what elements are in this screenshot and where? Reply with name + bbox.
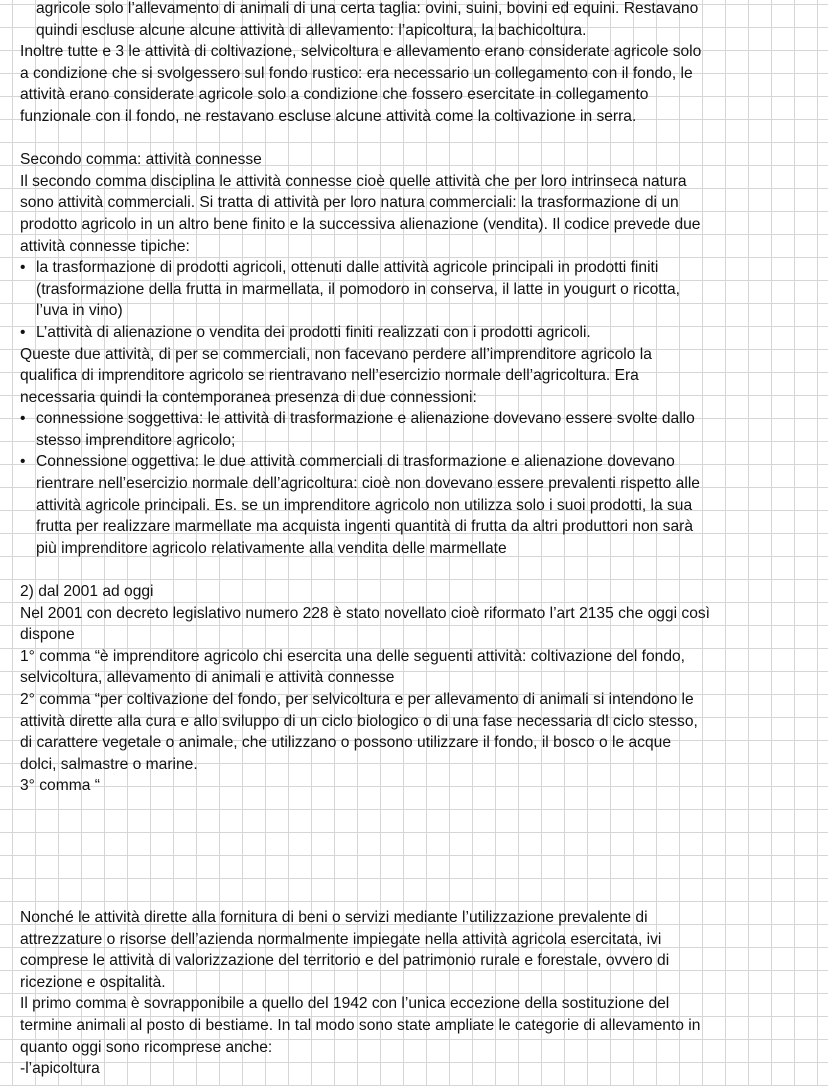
bullet-line: • L’attività di alienazione o vendita dei prodotti finiti realizzati con i prodotti agricoli. [20,322,822,344]
text-line: comprese le attività di valorizzazione del territorio e del patrimonio rurale e forestale, ovvero di [20,952,670,970]
bullet-line: • connessione soggettiva: le attività di trasformazione e alienazione dovevano essere svolte dallo [20,408,822,430]
text-line: Il secondo comma disciplina le attività connesse cioè quelle attività che per loro intrinseca natura [20,172,687,190]
text-line: Inoltre tutte e 3 le attività di coltivazione, selvicoltura e allevamento erano considerate agricole solo [20,43,702,61]
text-line: 2) dal 2001 ad oggi [20,583,154,601]
text-line: a condizione che si svolgessero sul fondo rustico: era necessario un collegamento con il fondo, le [20,64,693,82]
text-line: attrezzature o risorse dell’azienda normalmente impiegate nella attività agricola esercitata, ivi [20,930,662,948]
text-line: dolci, salmastre o marine. [20,755,198,773]
text-line: attività agricole principali. Es. se un imprenditore agricolo non utilizza solo i suoi prodotti, la sua [36,496,693,514]
text-line: rientrare nell’esercizio normale dell’agricoltura: cioè non dovevano essere prevalenti rispetto alle [36,475,700,493]
text-line: prodotto agricolo in un altro bene finito e la successiva alienazione (vendita). Il codice prevede due [20,215,701,233]
text-line: Secondo comma: attività connesse [20,151,262,169]
text-line: più imprenditore agricolo relativamente alla vendita delle marmellate [36,539,507,557]
blank-line [20,559,822,581]
text-line: Queste due attività, di per se commerciali, non facevano perdere all’imprenditore agricolo la [20,345,652,363]
text-line: attività dirette alla cura e allo sviluppo di un ciclo biologico o di una fase necessaria dl ciclo stesso, [20,712,698,730]
text-line: funzionale con il fondo, ne restavano escluse alcune attività come la coltivazione in serra. [20,107,637,125]
text-line: Nel 2001 con decreto legislativo numero 228 è stato novellato cioè riformato l’art 2135 che oggi così [20,604,710,622]
text-line: 1° comma “è imprenditore agricolo chi esercita una delle seguenti attività: coltivazione del fondo, [20,647,685,665]
bullet-line: • la trasformazione di prodotti agricoli, ottenuti dalle attività agricole principali in prodotti finiti [20,257,822,279]
notes-text-block-bottom [20,907,822,1080]
text-line: 2° comma “per coltivazione del fondo, per selvicoltura e per allevamento di animali si intendono le [20,691,694,708]
text-line: 3° comma “ [20,777,100,795]
text-line: frutta per realizzare marmellate ma acquista ingenti quantità di frutta da altri produttori non sarà [36,518,694,536]
text-line: (trasformazione della frutta in marmellata, il pomodoro in conserva, il latte in yougurt o ricotta, [36,280,680,298]
text-line: dispone [20,626,75,644]
text-line: selvicoltura, allevamento di animali e attività connesse [20,669,395,687]
text-line: attività erano considerate agricole solo a condizione che fossero esercitate in collegamento [20,86,649,104]
text-line: qualifica di imprenditore agricolo se rientravano nell’esercizio normale dell’agricoltura. Era [20,367,639,385]
text-line: Il primo comma è sovrapponibile a quello del 1942 con l’unica eccezione della sostituzione del [20,995,670,1013]
text-line: di carattere vegetale o animale, che utilizzano o possono utilizzare il fondo, il bosco o le acque [20,734,671,752]
text-line: agricole solo l’allevamento di animali di una certa taglia: ovini, suini, bovini ed equini. Restavano [36,0,699,17]
text-line: necessaria quindi la contemporanea presenza di due connessioni: [20,388,477,406]
text-line: l’uva in vino) [36,302,123,320]
text-line: Nonché le attività dirette alla fornitura di beni o servizi mediante l’utilizzazione prevalente di [20,909,648,926]
text-line: quindi escluse alcune alcune attività di allevamento: l’apicoltura, la bachicoltura. [36,21,587,39]
text-line: attività connesse tipiche: [20,237,190,255]
text-line: -l’apicoltura [20,1060,100,1078]
text-line: quanto oggi sono ricomprese anche: [20,1038,273,1056]
text-line: stesso imprenditore agricolo; [36,431,236,449]
bullet-line: • Connessione oggettiva: le due attività commerciali di trasformazione e alienazione dovevano [20,451,822,473]
text-line: termine animali al posto di bestiame. In tal modo sono state ampliate le categorie di allevamento in [20,1016,701,1034]
text-line: sono attività commerciali. Si tratta di attività per loro natura commerciali: la trasformazione di un [20,194,679,212]
blank-line [20,128,822,150]
text-line: ricezione e ospitalità. [20,973,166,991]
notes-text-block-top [20,0,822,797]
